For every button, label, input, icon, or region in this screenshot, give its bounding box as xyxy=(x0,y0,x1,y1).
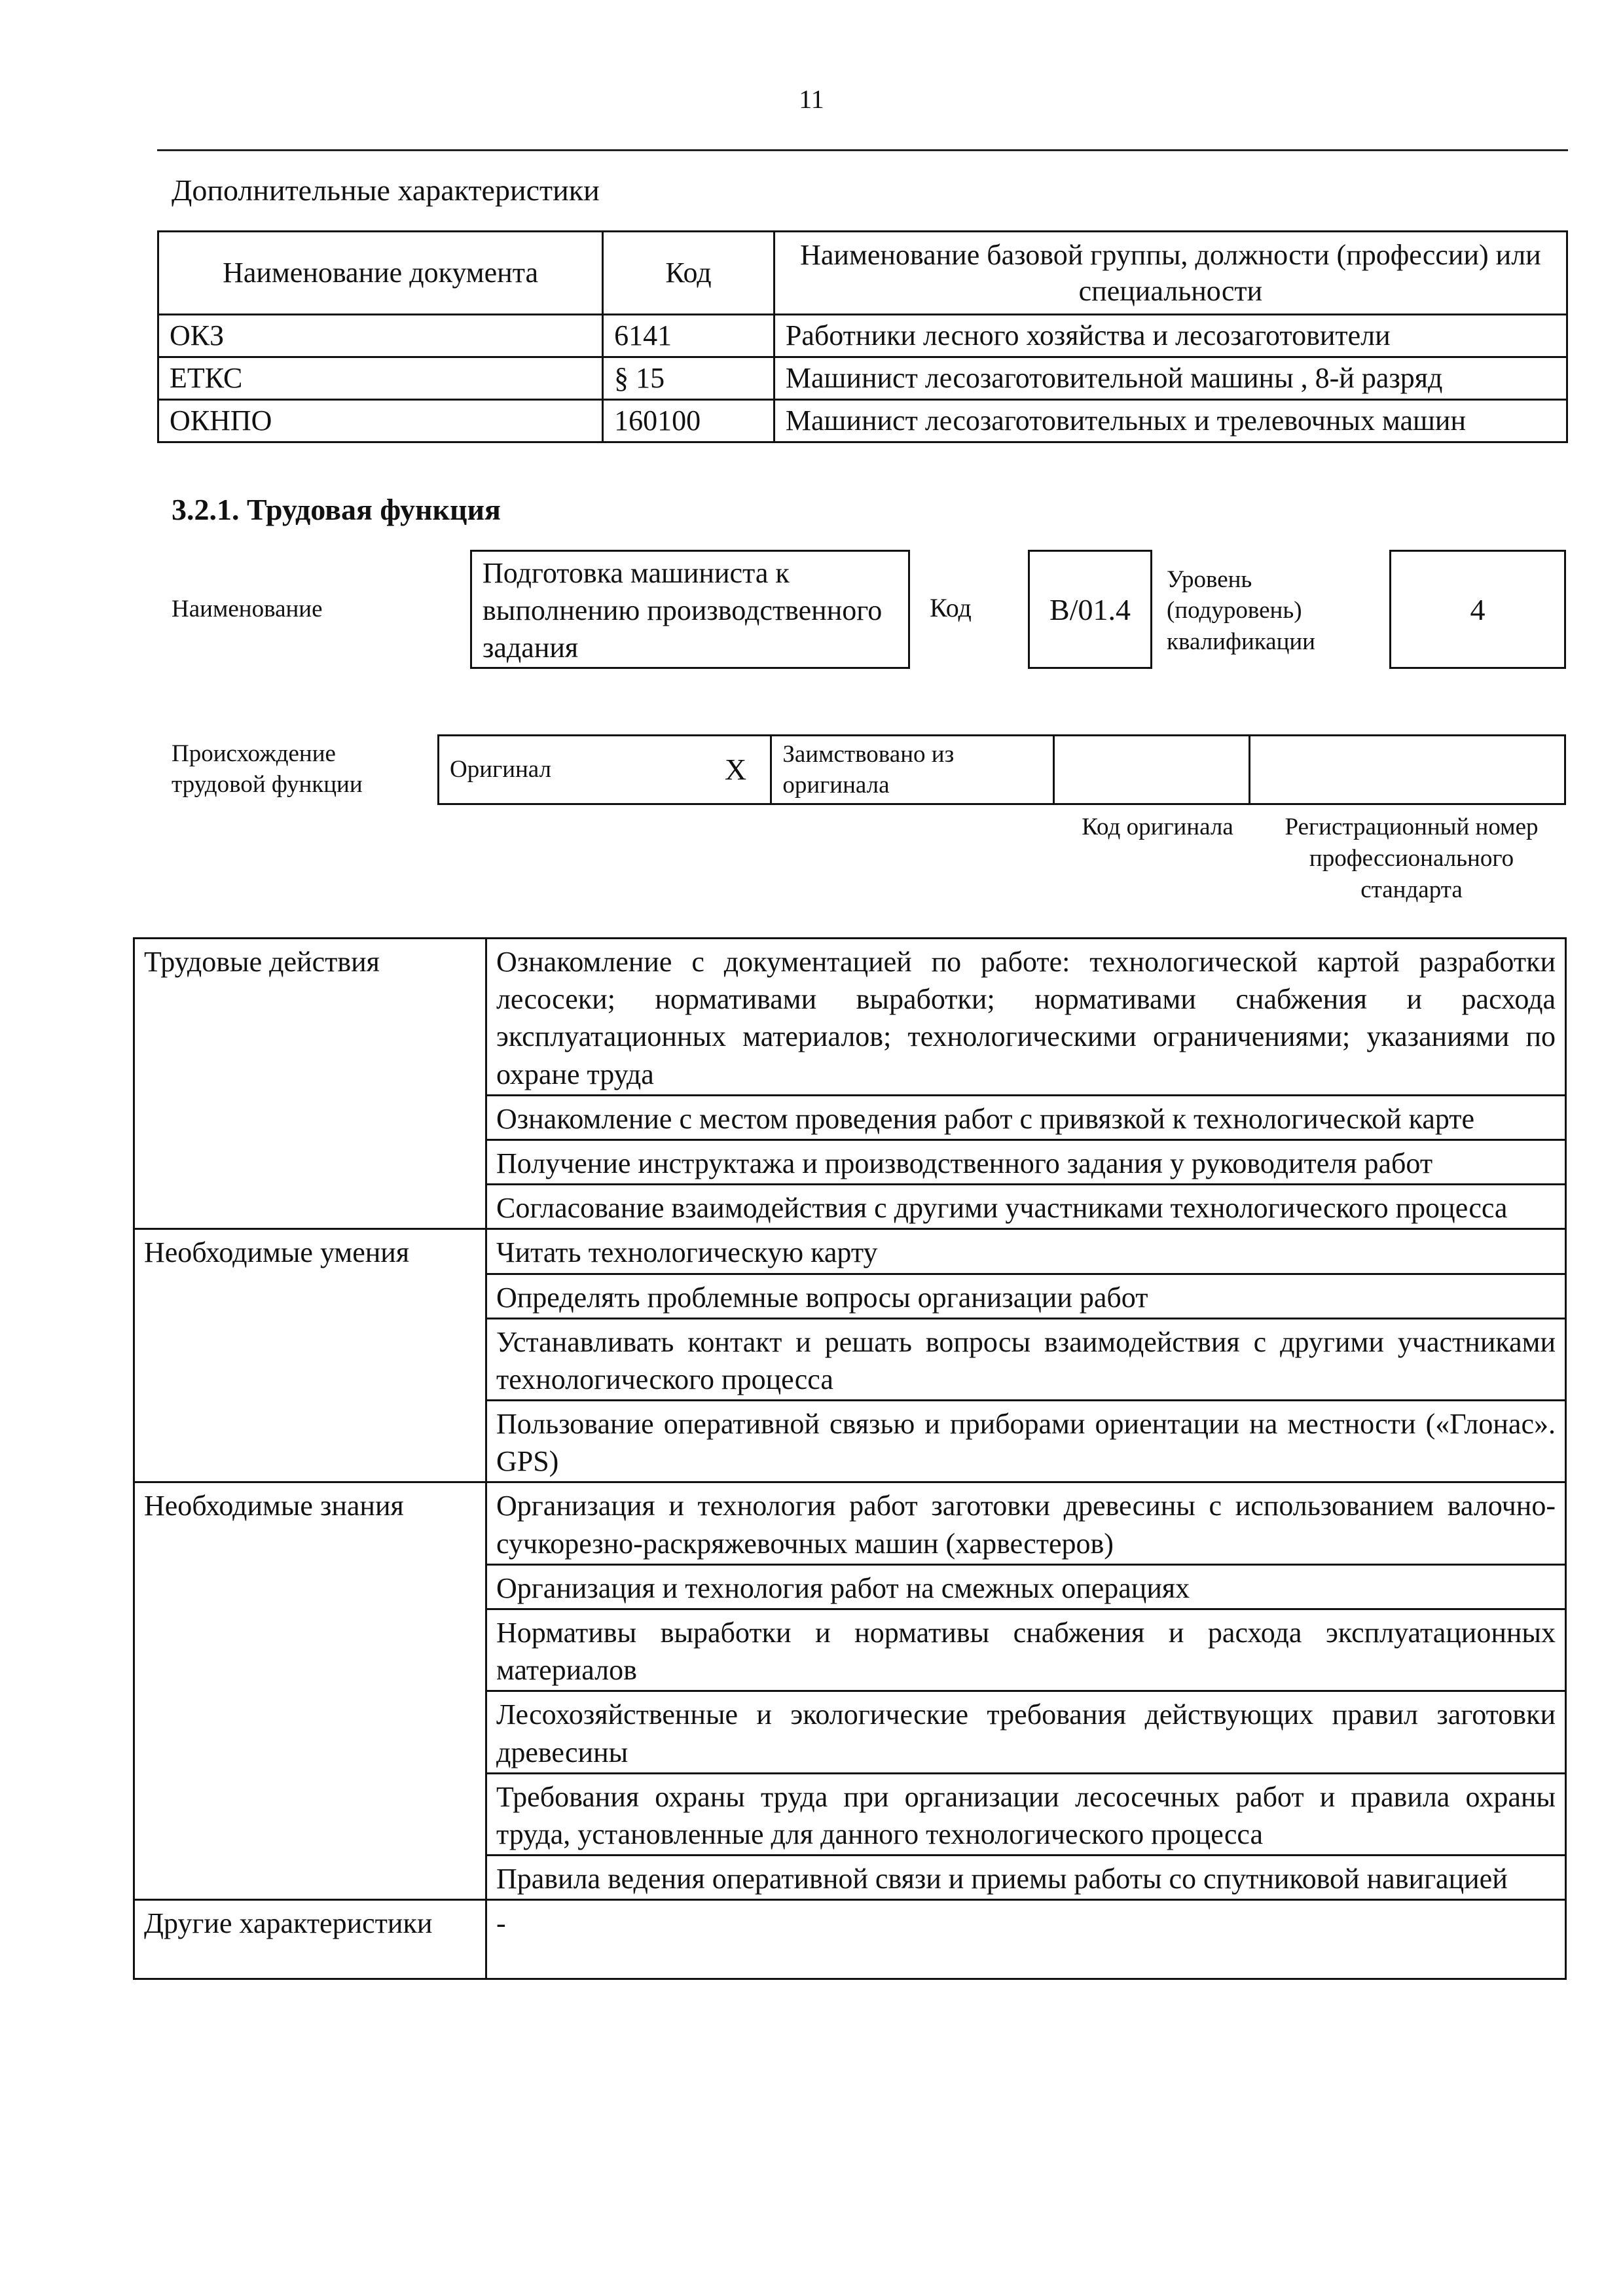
skill-item: Пользование оперативной связью и приборами ориентации на местности («Глонас». GPS) xyxy=(486,1401,1565,1482)
cell-document: ОКНПО xyxy=(158,400,603,442)
skill-item: Читать технологическую карту xyxy=(486,1229,1565,1274)
borrowed-label: Заимствовано из оригинала xyxy=(771,736,1054,804)
name-label: Наименование xyxy=(172,596,323,622)
additional-characteristics-title: Дополнительные характеристики xyxy=(172,173,600,207)
cell-group-name: Работники лесного хозяйства и лесозаготовители xyxy=(774,315,1567,357)
table-row xyxy=(134,939,1566,1096)
header-code: Код xyxy=(603,232,775,315)
knowledge-item: Организация и технология работ на смежных операциях xyxy=(486,1564,1565,1609)
cell-group-name: Машинист лесозаготовительных и трелевочных машин xyxy=(774,400,1567,442)
qualification-level-box: 4 xyxy=(1389,550,1566,669)
additional-characteristics-table xyxy=(157,230,1568,443)
cell-code: 160100 xyxy=(603,400,775,442)
labor-action-item: Ознакомление с документацией по работе: технологической картой разработки лесосеки; нормативами выработки; нормативами снабжения и расхода эксплуатационных материалов; технологическими ограничениями; указаниями по охране труда xyxy=(486,939,1565,1096)
other-characteristics-value: - xyxy=(486,1900,1565,1979)
other-characteristics-label: Другие характеристики xyxy=(134,1900,486,1979)
cell-group-name: Машинист лесозаготовительной машины , 8-й разряд xyxy=(774,357,1567,400)
knowledge-item: Организация и технология работ заготовки древесины с использованием валочно-сучкорезно-раскряжевочных машин (харвестеров) xyxy=(486,1482,1565,1564)
required-knowledge-label: Необходимые знания xyxy=(134,1482,486,1900)
table-row xyxy=(134,1229,1566,1274)
table-row xyxy=(134,1482,1566,1564)
function-name-box: Подготовка машиниста к выполнению производственного задания xyxy=(470,550,910,669)
cell-code: § 15 xyxy=(603,357,775,400)
qualification-level-label: Уровень (подуровень) квалификации xyxy=(1167,566,1315,655)
labor-function-table xyxy=(133,937,1567,1980)
header-group-name: Наименование базовой группы, должности (профессии) или специальности xyxy=(774,232,1567,315)
cell-document: ОКЗ xyxy=(158,315,603,357)
knowledge-item: Лесохозяйственные и экологические требования действующих правил заготовки древесины xyxy=(486,1691,1565,1773)
page-number: 11 xyxy=(799,84,824,114)
origin-label: Происхождение трудовой функции xyxy=(172,740,363,798)
labor-action-item: Согласование взаимодействия с другими участниками технологического процесса xyxy=(486,1185,1565,1229)
table-row xyxy=(158,357,1567,400)
table-header-row xyxy=(158,232,1567,315)
code-label: Код xyxy=(930,593,972,622)
table-row xyxy=(158,400,1567,442)
original-code-cell xyxy=(1053,736,1249,804)
header-rule xyxy=(157,149,1568,151)
table-row xyxy=(158,315,1567,357)
original-mark: X xyxy=(701,736,771,804)
required-skills-label: Необходимые умения xyxy=(134,1229,486,1482)
skill-item: Определять проблемные вопросы организации работ xyxy=(486,1274,1565,1318)
origin-table xyxy=(437,734,1566,805)
origin-row xyxy=(439,736,1565,804)
table-row xyxy=(134,1900,1566,1979)
labor-function-title: 3.2.1. Трудовая функция xyxy=(172,493,501,526)
labor-action-item: Получение инструктажа и производственного задания у руководителя работ xyxy=(486,1139,1565,1184)
labor-action-item: Ознакомление с местом проведения работ с привязкой к технологической карте xyxy=(486,1095,1565,1139)
knowledge-item: Нормативы выработки и нормативы снабжения и расхода эксплуатационных материалов xyxy=(486,1609,1565,1691)
original-label: Оригинал xyxy=(439,736,701,804)
original-code-caption: Код оригинала xyxy=(1082,814,1233,840)
cell-code: 6141 xyxy=(603,315,775,357)
labor-actions-label: Трудовые действия xyxy=(134,939,486,1229)
header-document: Наименование документа xyxy=(158,232,603,315)
cell-document: ЕТКС xyxy=(158,357,603,400)
skill-item: Устанавливать контакт и решать вопросы взаимодействия с другими участниками технологического процесса xyxy=(486,1318,1565,1400)
knowledge-item: Требования охраны труда при организации лесосечных работ и правила охраны труда, установленные для данного технологического процесса xyxy=(486,1773,1565,1855)
function-code-box: B/01.4 xyxy=(1028,550,1152,669)
registration-number-cell xyxy=(1250,736,1565,804)
registration-number-caption: Регистрационный номер профессионального стандарта xyxy=(1285,814,1539,904)
knowledge-item: Правила ведения оперативной связи и приемы работы со спутниковой навигацией xyxy=(486,1856,1565,1900)
